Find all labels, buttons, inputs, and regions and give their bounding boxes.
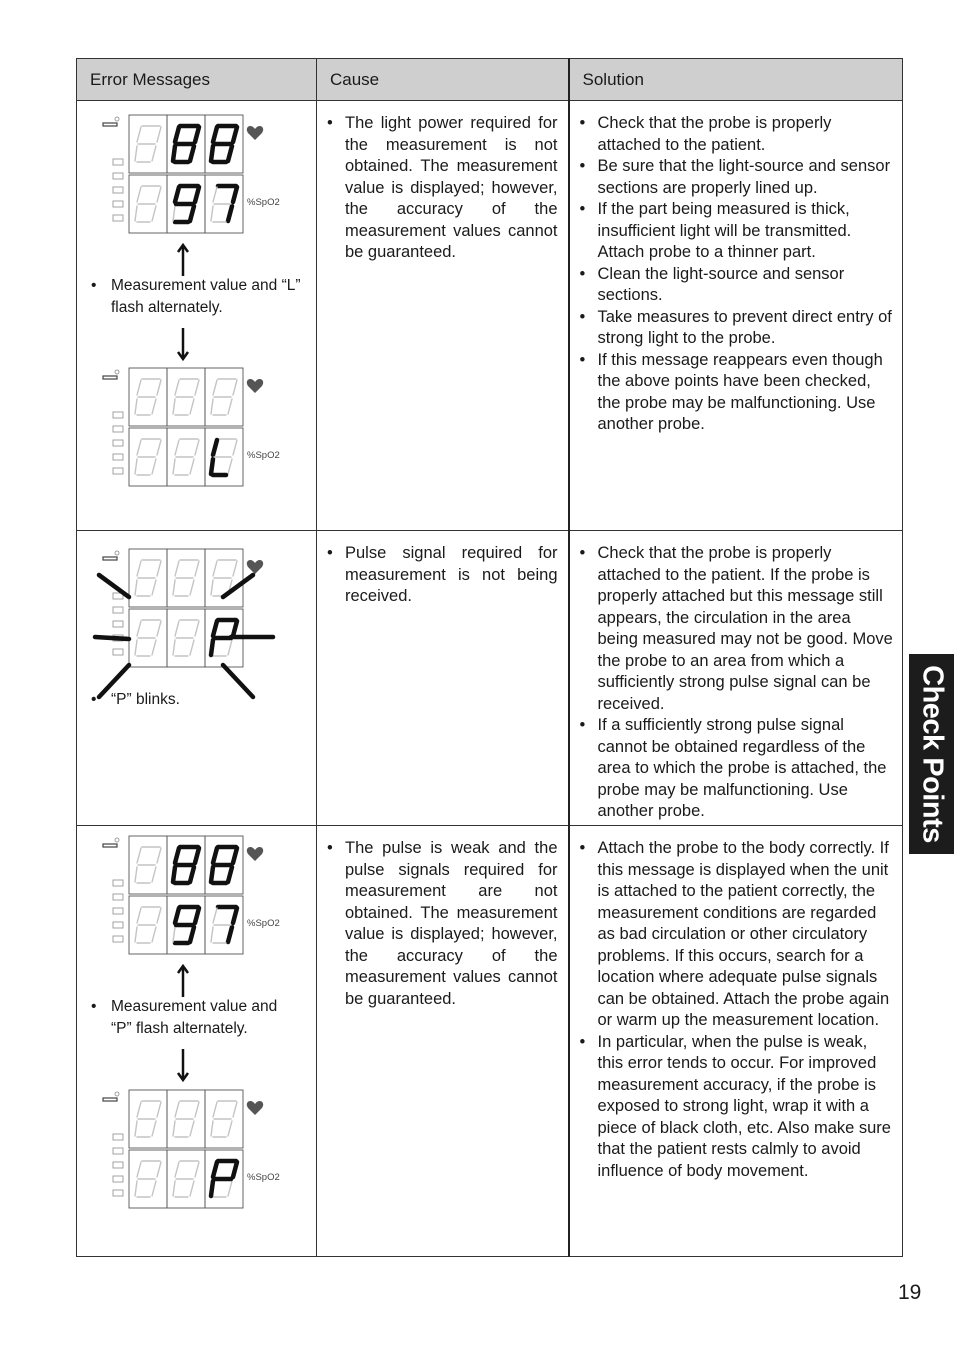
solution-item: • Clean the light-source and sensor sections.	[576, 264, 895, 307]
spo2-unit-label: %SpO2	[247, 450, 280, 461]
arrow-down-icon	[173, 1048, 193, 1082]
blink-ray	[95, 637, 129, 639]
spo2-unit-label: %SpO2	[247, 1172, 280, 1183]
solution-item: • Check that the probe is properly attached to the patient.	[576, 113, 895, 156]
blink-ray	[99, 575, 129, 597]
table-row	[77, 826, 903, 1257]
cause-item: • The light power required for the measurement is not obtained. The measurement value is displayed; however, the accuracy of the measurement values cannot be guaranteed.	[323, 113, 558, 264]
solution-item: • Take measures to prevent direct entry of strong light to the probe.	[576, 307, 895, 350]
spo2-unit-label: %SpO2	[247, 197, 280, 208]
solution-item: • If the part being measured is thick, insufficient light will be transmitted. Attach probe to a thinner part.	[576, 199, 895, 264]
solution-item: • Attach the probe to the body correctly. If this message is displayed when the unit is attached to the patient correctly, the measurement conditions are regarded as bad circulation or other circulatory problems. If this occurs, search for a location where adequate pulse signals can be obtained. Attach the probe again or warm up the measurement location.	[576, 838, 895, 1032]
caption: • “P” blinks.	[91, 691, 180, 708]
cause-cell	[317, 101, 569, 531]
solution-item: • If this message reappears even though the above points have been checked, the probe may be malfunctioning. Use another probe.	[576, 350, 895, 436]
solution-item: • In particular, when the pulse is weak, this error tends to occur. For improved measurement accuracy, if the probe is exposed to strong light, wrap it with a piece of black cloth, etc. Also make sure that the patient rests calmly to avoid influence of body movement.	[576, 1032, 895, 1183]
solution-item: • Check that the probe is properly attached to the patient. If the probe is properly attached but this message still appears, the circulation in the area being measured may not be good. Move the probe to an area from which a sufficiently strong pulse signal can be received.	[576, 543, 895, 715]
cause-item: • The pulse is weak and the pulse signals required for measurement are not obtained. The measurement value is displayed; however, the accuracy of the measurement values cannot be guaranteed.	[323, 838, 558, 1010]
cause-cell	[317, 826, 569, 1257]
arrow-up-icon	[173, 964, 193, 998]
cause-item: • Pulse signal required for measurement is not being received.	[323, 543, 558, 608]
heart-icon	[247, 847, 263, 861]
solution-cell	[569, 826, 903, 1257]
error-display-cell	[77, 101, 317, 531]
page-number: 19	[898, 1281, 922, 1304]
arrow-down-icon	[173, 327, 193, 361]
side-tab	[909, 654, 954, 854]
lcd-display-value	[99, 834, 280, 956]
header-error-messages: Error Messages	[77, 59, 317, 101]
heart-icon	[247, 379, 263, 393]
lcd-display-l	[99, 366, 280, 488]
lcd-display-value	[99, 113, 280, 235]
heart-icon	[247, 126, 263, 140]
header-solution: Solution	[569, 59, 903, 101]
table-row	[77, 531, 903, 826]
side-tab-label: Check Points	[916, 665, 948, 843]
lcd-display-p	[99, 1088, 280, 1210]
table-row	[77, 101, 903, 531]
spo2-unit-label: %SpO2	[247, 918, 280, 929]
cause-cell	[317, 531, 569, 826]
solution-item: • If a sufficiently strong pulse signal cannot be obtained regardless of the area to which the probe is attached, the probe may be malfunctioning. Use another probe.	[576, 715, 895, 823]
heart-icon	[247, 560, 263, 574]
lcd-display-p-blink	[99, 547, 269, 669]
solution-cell	[569, 101, 903, 531]
error-display-cell	[77, 531, 317, 826]
error-display-cell	[77, 826, 317, 1257]
caption: • Measurement value and “L” flash alternately.	[91, 277, 301, 316]
caption: • Measurement value and “P” flash alternately.	[91, 998, 278, 1037]
arrow-up-icon	[173, 243, 193, 277]
solution-cell	[569, 531, 903, 826]
error-messages-table	[76, 58, 903, 1257]
solution-item: • Be sure that the light-source and sensor sections are properly lined up.	[576, 156, 895, 199]
header-cause: Cause	[317, 59, 569, 101]
heart-icon	[247, 1101, 263, 1115]
